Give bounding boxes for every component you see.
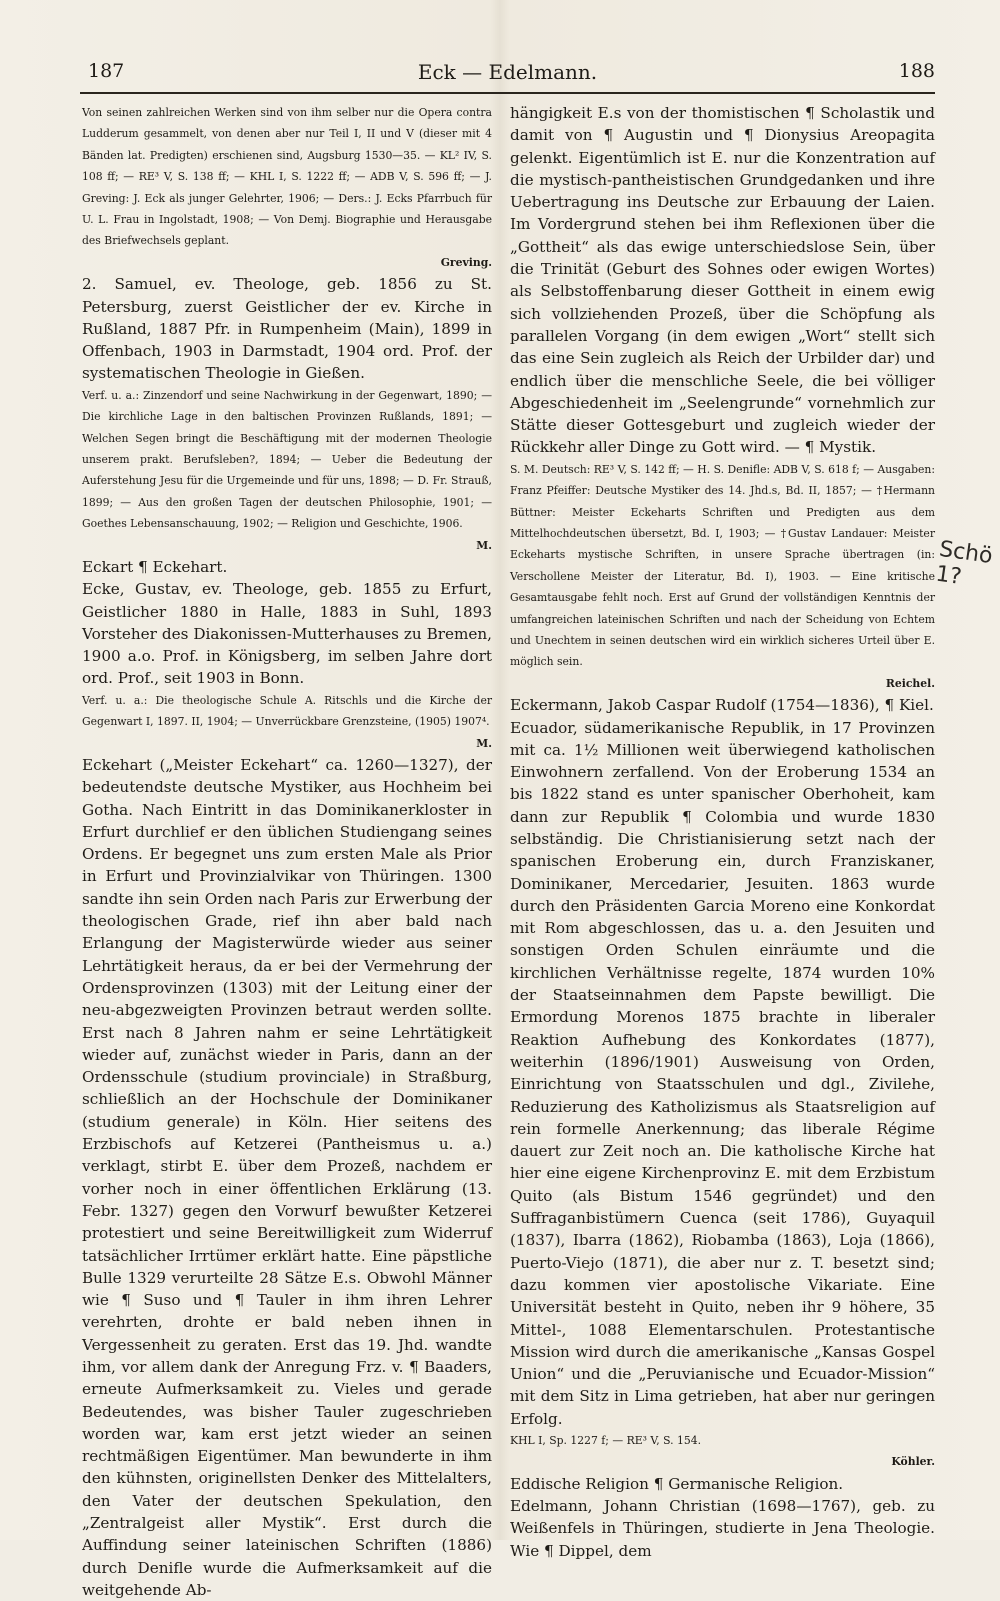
page-number-left: 187	[88, 60, 125, 82]
handwritten-margin-note	[931, 536, 995, 613]
right-column	[510, 102, 935, 1560]
entry-eckermann: Eckermann, Jakob Caspar Rudolf (1754—1836), ¶ Kiel.	[510, 696, 934, 715]
entry-ecuador: Ecuador, südamerikanische Republik, in 17 Provinzen mit ca. 1½ Millionen weit überwiegend katholischen Einwohnern zerfallend. Von der Eroberung 1534 an bis 1822 stand es unter spanischer Oberhoheit, kam dann zur Republik ¶ Colombia und wurde 1830 selbständig. Die Christianisierung setzt nach der spanischen Eroberung ein, durch Franziskaner, Dominikaner, Mercedarier, Jesuiten. 1863 wurde durch den Präsidenten Garcia Moreno eine Konkordat mit Rom abgeschlossen, das u. a. den Jesuiten und sonstigen Orden Schulen einräumte und die kirchlichen Verhältnisse regelte, 1874 wurden 10% der Staatseinnahmen dem Papste bewilligt. Die Ermordung Morenos 1875 brachte in liberaler Reaktion Aufhebung des Konkordates (1877), weiterhin (1896/1901) Ausweisung von Orden, Einrichtung von Staatsschulen und dgl., Zivilehe, Reduzierung des Katholizismus als Staatsreligion auf rein formelle Anerkennung; das liberale Régime dauert zur Zeit noch an. Die katholische Kirche hat hier eine eigene Kirchenprovinz E. mit dem Erzbistum Quito (als Bistum 1546 gegründet) und den Suffraganbistümern Cuenca (seit 1786), Guyaquil (1837), Ibarra (1862), Riobamba (1863), Loja (1866), Puerto-Viejo (1871), die aber nur z. T. besetzt sind; dazu kommen vier apostolische Vikariate. Eine Universität besteht in Quito, neben ihr 9 höhere, 35 Mittel-, 1088 Elementarschulen. Protestantische Mission wird durch die amerikanische „Kansas Gospel Union“ und die „Peruvianische und Ecuador-Mission“ mit dem Sitz in Lima getrieben, hat aber nur geringen Erfolg.	[510, 718, 935, 1428]
eckehart-continued: hängigkeit E.s von der thomistischen ¶ Scholastik und damit von ¶ Augustin und ¶ Dionysius Areopagita gelenkt. Eigentümlich ist E. nur die Konzentration auf die mystisch-pantheistischen Grundgedanken und ihre Uebertragung ins Deutsche zur Erbauung der Laien. Im Vordergrund stehen bei ihm Reflexionen über die „Gottheit“ als das ewige unterschiedslose Sein, über die Trinität (Geburt des Sohnes oder ewigen Wortes) als Selbstoffenbarung dieser Gottheit in einem ewig sich vollziehenden Prozeß, über die Schöpfung als parallelen Vorgang (in dem ewigen „Wort“ stellt sich das eine Sein zugleich als Reich der Urbilder dar) und endlich über die menschliche Seele, die bei völliger Abgeschiedenheit im „Seelengrunde“ vornehmlich zur Stätte dieser Gottesgeburt und zugleich wieder der Rückkehr aller Dinge zu Gott wird. — ¶ Mystik.	[510, 104, 935, 457]
entry-eckart: Eckart ¶ Eckehart.	[82, 557, 228, 576]
left-column	[82, 102, 492, 1599]
page-number-right: 188	[898, 60, 935, 82]
page-header	[80, 58, 935, 94]
author-signature: Greving.	[440, 255, 492, 269]
entry-ecke-gustav: Ecke, Gustav, ev. Theologe, geb. 1855 zu Erfurt, Geistlicher 1880 in Halle, 1883 in Suhl, 1893 Vorsteher des Diakonissen-Mutterhauses zu Bremen, 1900 a.o. Prof. in Königsberg, im selben Jahre dort ord. Prof., seit 1903 in Bonn.	[82, 580, 492, 688]
author-signature: Köhler.	[891, 1455, 935, 1469]
entry-eck-samuel: 2. Samuel, ev. Theologe, geb. 1856 zu St. Petersburg, zuerst Geistlicher der ev. Kirche in Rußland, 1887 Pfr. in Rumpenheim (Main), 1899 in Offenbach, 1903 in Darmstadt, 1904 ord. Prof. der systematischen Theologie in Gießen.	[82, 275, 492, 383]
margin-note-line: 1?	[934, 561, 964, 590]
eck-bibliography: Von seinen zahlreichen Werken sind von ihm selber nur die Opera contra Ludderum gesammelt, von denen aber nur Teil I, II und V (dieser mit 4 Bänden lat. Predigten) erschienen sind, Augsburg 1530—35. — KL² IV, S. 108 ff; — RE³ V, S. 138 ff; — KHL I, S. 1222 ff; — ADB V, S. 596 ff; — J. Greving: J. Eck als junger Gelehrter, 1906; — Ders.: J. Ecks Pfarrbuch für U. L. Frau in Ingolstadt, 1908; — Von Demj. Biographie und Herausgabe des Briefwechsels geplant.	[82, 106, 492, 248]
ecuador-bibliography: KHL I, Sp. 1227 f; — RE³ V, S. 154.	[510, 1434, 702, 1448]
ecke-works: Verf. u. a.: Die theologische Schule A. Ritschls und die Kirche der Gegenwart I, 1897. II, 1904; — Unverrückbare Grenzsteine, (1905) 1907⁴.	[82, 693, 492, 729]
entry-edelmann: Edelmann, Johann Christian (1698—1767), geb. zu Weißenfels in Thüringen, studierte in Jena Theologie. Wie ¶ Dippel, dem	[510, 1497, 935, 1560]
entry-eddische-religion: Eddische Religion ¶ Germanische Religion.	[510, 1474, 844, 1493]
eckehart-bibliography: S. M. Deutsch: RE³ V, S. 142 ff; — H. S. Denifle: ADB V, S. 618 f; — Ausgaben: Franz Pfeiffer: Deutsche Mystiker des 14. Jhd.s, Bd. II, 1857; — †Hermann Büttner: Meister Eckeharts Schriften und Predigten aus dem Mittelhochdeutschen übersetzt, Bd. I, 1903; — †Gustav Landauer: Meister Eckeharts mystische Schriften, in unsere Sprache übertragen (in: Verschollene Meister der Literatur, Bd. I), 1903. — Eine kritische Gesamtausgabe fehlt noch. Erst auf Grund der vollständigen Kenntnis der umfangreichen lateinischen Schriften und nach der Scheidung von Echtem und Unechtem in seinen deutschen wird ein wirklich sicheres Urteil über E. möglich sein.	[510, 462, 935, 669]
author-signature: Reichel.	[885, 676, 935, 690]
author-signature: M.	[476, 736, 492, 750]
eck-samuel-works: Verf. u. a.: Zinzendorf und seine Nachwirkung in der Gegenwart, 1890; — Die kirchliche Lage in den baltischen Provinzen Rußlands, 1891; — Welchen Segen bringt die Beschäftigung mit der modernen Theologie unserem prakt. Berufsleben?, 1894; — Ueber die Bedeutung der Auferstehung Jesu für die Urgemeinde und für uns, 1898; — D. Fr. Strauß, 1899; — Aus den großen Tagen der deutschen Philosophie, 1901; — Goethes Lebensanschauung, 1902; — Religion und Geschichte, 1906.	[82, 388, 492, 531]
margin-note-line: Schö	[937, 536, 995, 570]
running-title: Eck — Edelmann.	[417, 60, 598, 84]
author-signature: M.	[476, 538, 492, 552]
entry-eckehart: Eckehart („Meister Eckehart“ ca. 1260—1327), der bedeutendste deutsche Mystiker, aus Hochheim bei Gotha. Nach Eintritt in das Dominikanerkloster in Erfurt durchlief er den üblichen Studiengang seines Ordens. Er begegnet uns zum ersten Male als Prior in Erfurt und Provinzialvikar von Thüringen. 1300 sandte ihn sein Orden nach Paris zur Erwerbung der theologischen Grade, rief ihn aber bald nach Erlangung der Magisterwürde wieder aus seiner Lehrtätigkeit heraus, da er bei der Vermehrung der Ordensprovinzen (1303) mit der Leitung einer der neu-abgezweigten Provinzen betraut werden sollte. Erst nach 8 Jahren nahm er seine Lehrtätigkeit wieder auf, zunächst wieder in Paris, dann an der Ordensschule (studium provinciale) in Straßburg, schließlich an der Hochschule der Dominikaner (studium generale) in Köln. Hier seitens des Erzbischofs auf Ketzerei (Pantheismus u. a.) verklagt, stirbt E. über dem Prozeß, nachdem er vorher noch in einer öffentlichen Erklärung (13. Febr. 1327) gegen den Vorwurf bewußter Ketzerei protestiert und seine Bereitwilligkeit zum Widerruf tatsächlicher Irrtümer erklärt hatte. Eine päpstliche Bulle 1329 verurteilte 28 Sätze E.s. Obwohl Männer wie ¶ Suso und ¶ Tauler in ihm ihren Lehrer verehrten, drohte er bald neben ihnen in Vergessenheit zu geraten. Erst das 19. Jhd. wandte ihm, vor allem dank der Anregung Frz. v. ¶ Baaders, erneute Aufmerksamkeit zu. Vieles und gerade Bedeutendes, was bisher Tauler zugeschrieben worden war, kam erst jetzt wieder an seinen rechtmäßigen Eigentümer. Man bewunderte in ihm den kühnsten, originellsten Denker des Mittelalters, den Vater der deutschen Spekulation, den „Zentralgeist aller Mystik“. Erst durch die Auffindung seiner lateinischen Schriften (1886) durch Denifle wurde die Aufmerksamkeit auf die weitgehende Ab-	[82, 755, 492, 1599]
